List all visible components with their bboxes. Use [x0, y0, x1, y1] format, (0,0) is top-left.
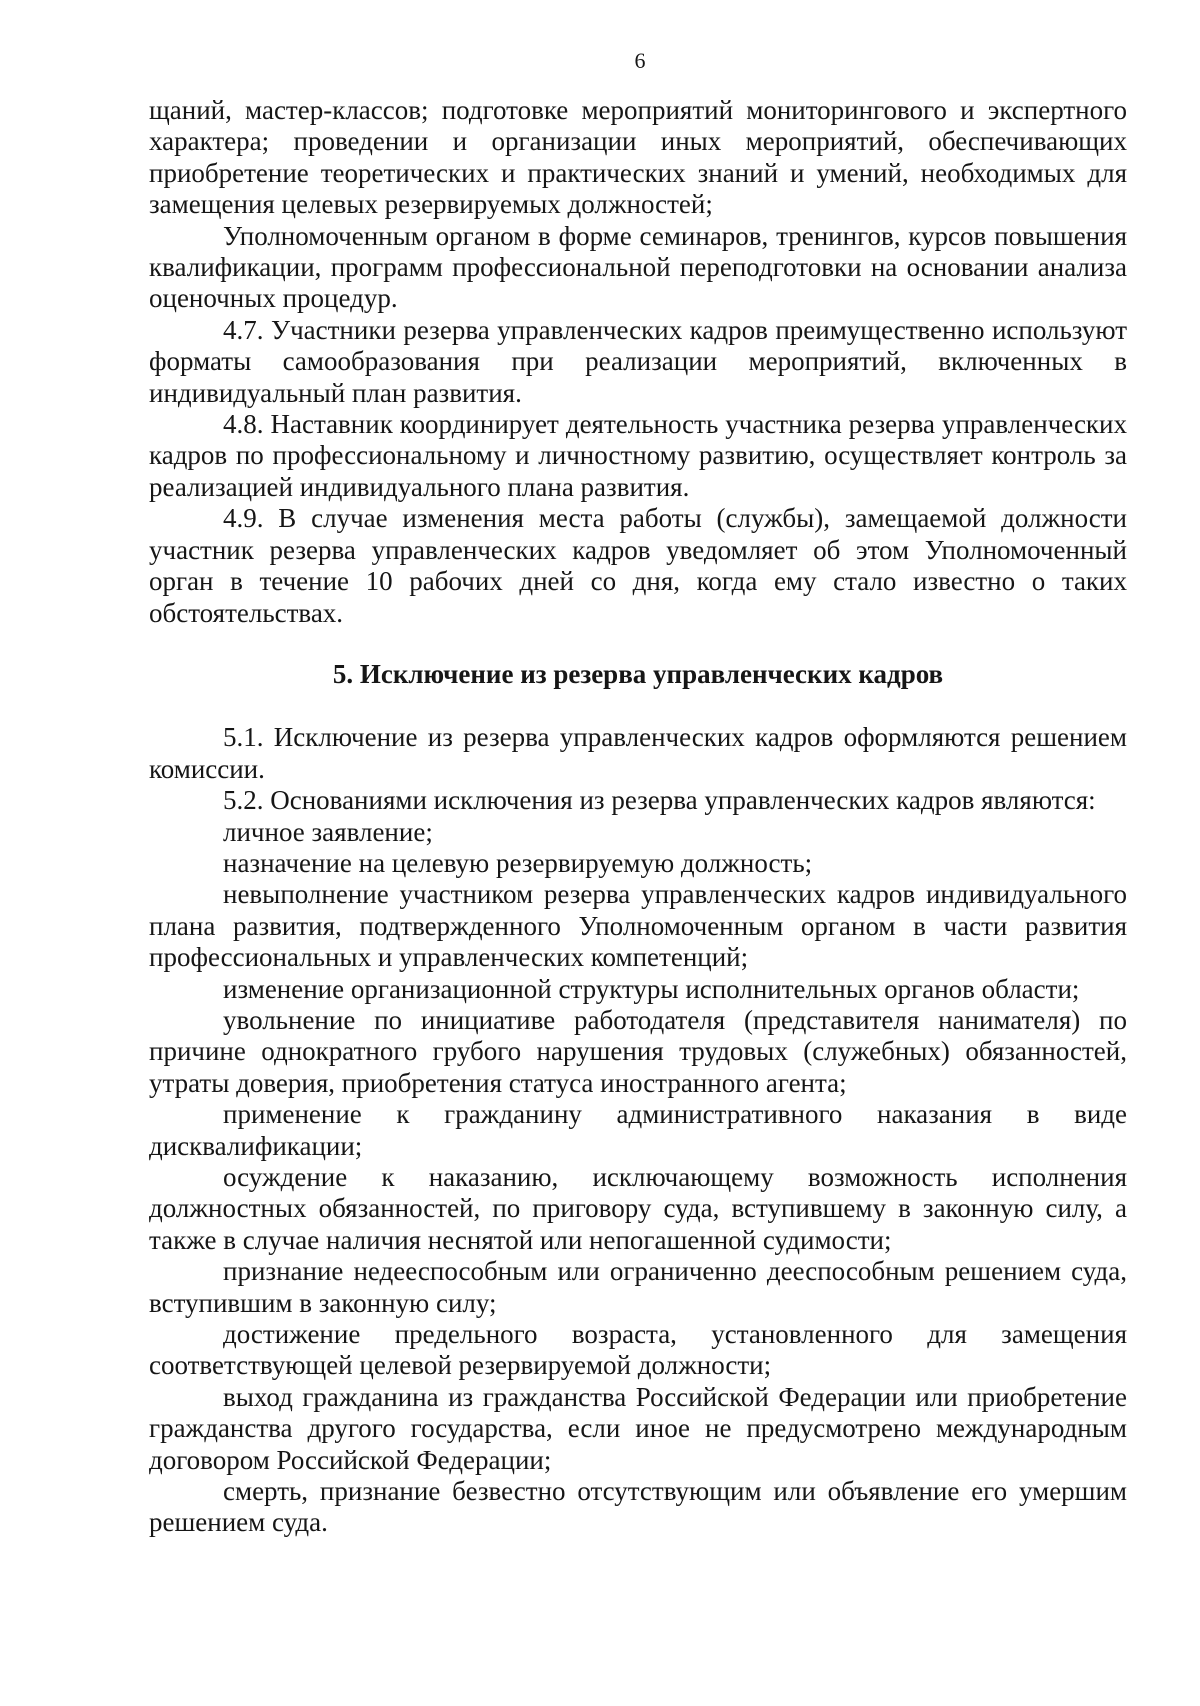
list-item: изменение организационной структуры исполнительных органов области;	[223, 973, 1080, 1004]
list-item: достижение предельного возраста, установленного для замещения соответствующей целевой резервируемой должности;	[149, 1319, 1127, 1381]
page-number: 6	[634, 48, 646, 73]
section-heading: 5. Исключение из резерва управленческих кадров	[332, 658, 944, 689]
list-item: осуждение к наказанию, исключающему возможность исполнения должностных обязанностей, по приговору суда, вступившему в законную силу, а также в случае наличия неснятой или непогашенной судимости;	[149, 1162, 1127, 1255]
list-item: личное заявление;	[223, 816, 433, 847]
list-item: признание недееспособным или ограниченно дееспособным решением суда, вступившим в законную силу;	[149, 1256, 1127, 1318]
paragraph-4-7: 4.7. Участники резерва управленческих кадров преимущественно используют форматы самообразования при реализации мероприятий, включенных в индивидуальный план развития.	[149, 314, 1127, 408]
paragraph-4-9: 4.9. В случае изменения места работы (службы), замещаемой должности участник резерва управленческих кадров уведомляет об этом Уполномоченный орган в течение 10 рабочих дней со дня, когда ему стало известно о таких обстоятельствах.	[149, 503, 1127, 628]
paragraph-5-2: 5.2. Основаниями исключения из резерва управленческих кадров являются:	[223, 785, 1096, 816]
list-item: применение к гражданину административного наказания в виде дисквалификации;	[149, 1099, 1127, 1161]
paragraph-5-1: 5.1. Исключение из резерва управленческих кадров оформляются решением комиссии.	[149, 722, 1127, 784]
list-item: выход гражданина из гражданства Российской Федерации или приобретение гражданства другого государства, если иное не предусмотрено международным договором Российской Федерации;	[149, 1381, 1127, 1475]
document-body	[149, 95, 1127, 1539]
paragraph-4-8: 4.8. Наставник координирует деятельность участника резерва управленческих кадров по профессиональному и личностному развитию, осуществляет контроль за реализацией индивидуального плана развития.	[149, 409, 1127, 502]
list-item: увольнение по инициативе работодателя (представителя нанимателя) по причине однократного грубого нарушения трудовых (служебных) обязанностей, утраты доверия, приобретения статуса иностранного агента;	[149, 1004, 1127, 1098]
list-item: невыполнение участником резерва управленческих кадров индивидуального плана развития, подтвержденного Уполномоченным органом в части развития профессиональных и управленческих компетенций;	[149, 879, 1127, 973]
list-item: назначение на целевую резервируемую должность;	[223, 847, 813, 878]
list-item: смерть, признание безвестно отсутствующим или объявление его умершим решением суда.	[149, 1476, 1127, 1538]
paragraph: щаний, мастер-классов; подготовке мероприятий мониторингового и экспертного характера; проведении и организации иных мероприятий, обеспечивающих приобретение теоретических и практических знаний и умений, необходимых для замещения целевых резервируемых должностей;	[149, 95, 1127, 220]
paragraph: Уполномоченным органом в форме семинаров, тренингов, курсов повышения квалификации, программ профессиональной переподготовки на основании анализа оценочных процедур.	[149, 220, 1127, 314]
